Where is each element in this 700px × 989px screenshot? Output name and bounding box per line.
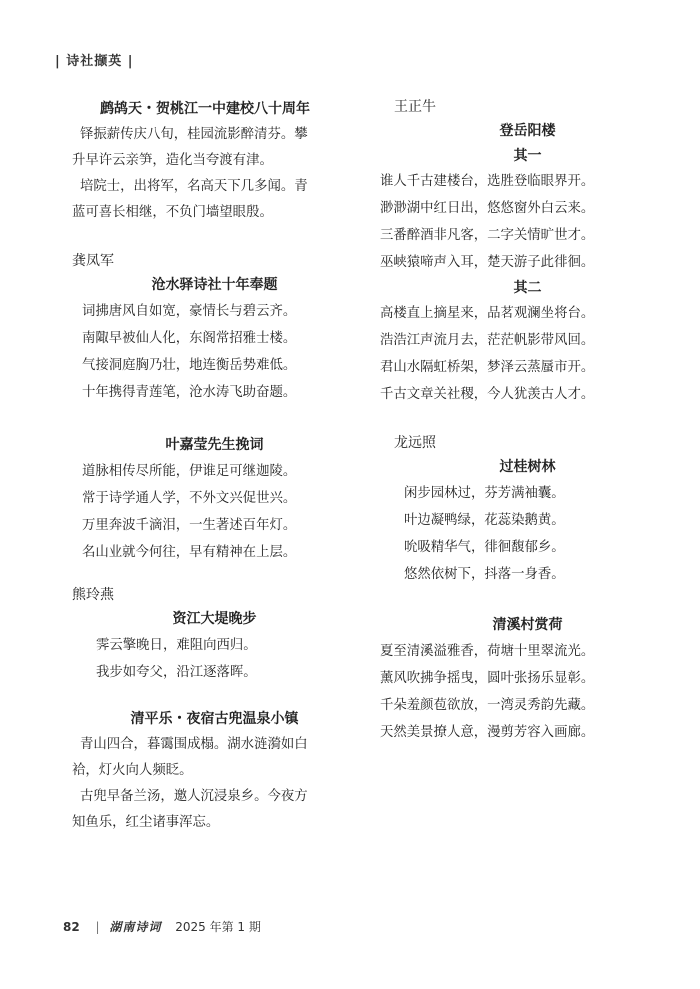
poem-subtitle: 其二 [513, 280, 542, 296]
poem-line: 升早许云亲笋，造化当夸渡有津。 [72, 153, 273, 168]
author-name: 龙远照 [394, 435, 436, 451]
poem-line: 薰风吹拂争摇曳，圆叶张扬乐显彰。 [380, 671, 595, 686]
poem-line: 悠然依树下，抖落一身香。 [404, 567, 565, 582]
poem-line: 知鱼乐，红尘诸事浑忘。 [72, 815, 220, 830]
poem-line: 南陬早被仙人化，东阁常招雅士楼。 [82, 331, 297, 346]
poem-line: 培院士，出将军，名高天下几多闻。青 [80, 179, 308, 194]
poem-title: 清溪村赏荷 [492, 617, 563, 633]
poem-line: 千古文章关社稷，今人犹羡古人才。 [380, 387, 595, 402]
page-footer [63, 918, 261, 935]
poem-line: 气接洞庭胸乃壮，地连衡岳势难低。 [82, 358, 297, 373]
poem-line: 青山四合，暮霭围成榻。湖水涟漪如白 [80, 737, 308, 752]
author-name: 熊玲燕 [72, 587, 114, 603]
poem-line: 古兜早备兰汤，邀人沉浸泉乡。今夜方 [80, 789, 308, 804]
poem-line: 三番醉酒非凡客，二字关情旷世才。 [380, 228, 595, 243]
magazine-name: 湖南诗词 [109, 920, 162, 934]
footer-separator: | [95, 920, 100, 934]
right-column [380, 96, 675, 746]
poem-line: 夏至清溪溢雅香，荷塘十里翠流光。 [380, 644, 595, 659]
author-name: 龚凤军 [72, 253, 114, 269]
poem-title: 登岳阳楼 [499, 123, 556, 139]
left-column [72, 96, 357, 836]
poem-line: 吮吸精华气，徘徊馥郁乡。 [404, 540, 565, 555]
poem-line: 叶边凝鸭绿，花蕊染鹅黄。 [404, 513, 565, 528]
poem-line: 词拂唐风自如宽，豪情长与碧云齐。 [82, 304, 297, 319]
poem-line: 袷，灯火向人频眨。 [72, 763, 193, 778]
poem-line: 我步如夸父，沿江逐落晖。 [96, 665, 257, 680]
poem-title: 鹧鸪天・贺桃江一中建校八十周年 [100, 101, 310, 117]
poem-line: 高楼直上摘星来，品茗观澜坐将台。 [380, 306, 595, 321]
poem-title: 资江大堤晚步 [172, 611, 257, 627]
poem-line: 名山业就今何往，早有精神在上层。 [82, 545, 297, 560]
poem-title: 沧水驿诗社十年奉题 [151, 277, 278, 293]
poem-line: 铎振薪传庆八旬，桂园流影醉清芬。攀 [80, 127, 308, 142]
poem-line: 霁云擎晚日，难阻向西归。 [96, 638, 257, 653]
poem-line: 蓝可喜长相继，不负门墙望眼殷。 [72, 205, 273, 220]
poem-line: 十年携得青莲笔，沧水涛飞助奋题。 [82, 385, 297, 400]
poem-line: 天然美景撩人意，漫剪芳容入画廊。 [380, 725, 595, 740]
poem-line: 闲步园林过，芬芳满袖囊。 [404, 486, 565, 501]
issue-label: 2025 年第 1 期 [175, 920, 261, 934]
poem-line: 浩浩江声流月去，茫茫帆影带风回。 [380, 333, 595, 348]
poem-line: 君山水隔虹桥架，梦泽云蒸蜃市开。 [380, 360, 595, 375]
poem-title: 叶嘉莹先生挽词 [165, 437, 264, 453]
poem-line: 巫峡猿啼声入耳，楚天游子此徘徊。 [380, 255, 595, 270]
poem-title: 清平乐・夜宿古兜温泉小镇 [130, 711, 299, 727]
poem-subtitle: 其一 [513, 148, 542, 164]
page-number: 82 [63, 920, 80, 934]
section-tag: | 诗社撷英 | [55, 54, 134, 69]
poem-line: 万里奔波千滴泪，一生著述百年灯。 [82, 518, 297, 533]
author-name: 王正牛 [394, 99, 436, 115]
poem-line: 常于诗学通人学，不外文兴促世兴。 [82, 491, 297, 506]
poem-line: 道脉相传尽所能，伊谁足可继迦陵。 [82, 464, 297, 479]
poem-title: 过桂树林 [499, 459, 556, 475]
poem-line: 千朵羞颜苞欲放，一湾灵秀韵先藏。 [380, 698, 595, 713]
poem-line: 渺渺湖中红日出，悠悠窗外白云来。 [380, 201, 595, 216]
poem-line: 谁人千古建楼台，选胜登临眼界开。 [380, 174, 595, 189]
